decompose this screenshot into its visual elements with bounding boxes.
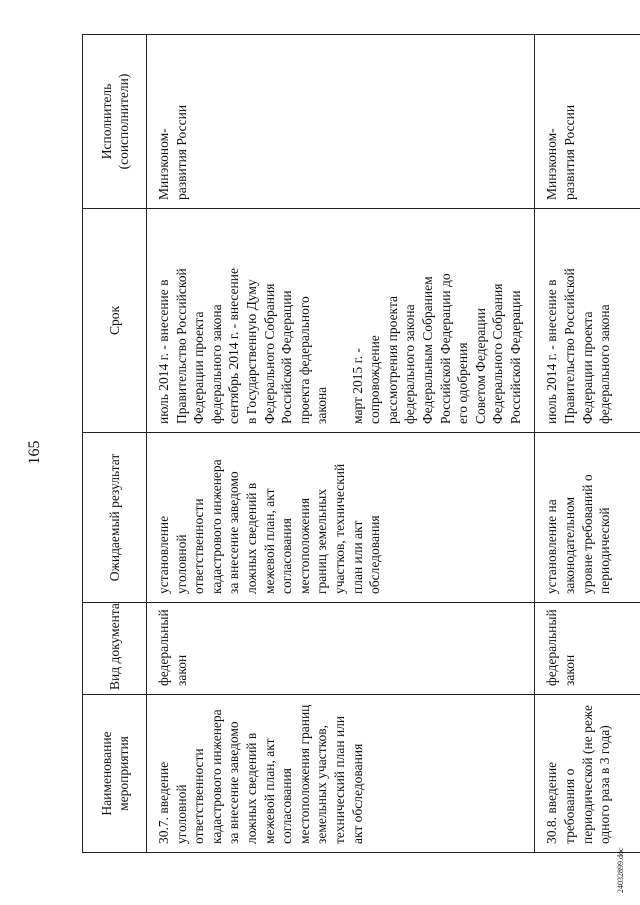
text-line: земельных участков, [314, 725, 330, 844]
text-line: план или акт [349, 520, 365, 594]
text-line: периодической [597, 507, 613, 594]
text-line: Федерального Собрания [261, 283, 277, 424]
cell-measure-name [147, 695, 535, 853]
header-line: мероприятия [115, 736, 131, 811]
cell-executor [147, 35, 535, 209]
text-line: Федерального Собрания [490, 283, 506, 424]
text-line: Правительство Российской [562, 268, 578, 424]
text-line: согласования [279, 518, 295, 594]
document-code: 24032899.doc [616, 847, 625, 893]
text-line: июль 2014 г. - внесение в [156, 279, 171, 424]
header-name [83, 695, 147, 853]
text-line: федерального закона [208, 304, 224, 424]
table-header-row [83, 35, 147, 853]
cell-deadline [535, 209, 640, 433]
header-line: Ожидаемый результат [107, 453, 122, 582]
cell-doc-type [535, 603, 640, 695]
text-line: кадастрового инженера [208, 709, 224, 844]
text-line: Правительство Российской [173, 268, 189, 424]
text-line: сопровождение [367, 335, 383, 424]
text-line: Минэконом- [156, 128, 171, 200]
text-line: местоположения границ [296, 704, 312, 844]
text-line: ложных сведений в [243, 732, 259, 844]
text-line: участков, технический [331, 463, 347, 594]
cell-expected-result [147, 433, 535, 603]
page-number: 165 [26, 440, 43, 465]
text-line: уголовной [173, 784, 189, 844]
text-line: Российской Федерации до [437, 273, 453, 424]
cell-expected-result [535, 433, 640, 603]
text-line: июль 2014 г. - внесение в [544, 279, 560, 424]
text-line: март 2015 г. - [349, 348, 365, 424]
header-line: Срок [107, 305, 122, 336]
cell-executor [535, 35, 640, 209]
text-line: Советом Федерации [472, 308, 488, 424]
text-line: законодательном [562, 496, 578, 594]
text-line: технический план или [331, 715, 347, 844]
text-line: Федерации проекта [579, 311, 595, 424]
cell-measure-name [535, 695, 640, 853]
text-line: за внесение заведомо [226, 471, 242, 594]
text-line: 30.8. введение [544, 761, 560, 844]
text-line: проекта федерального [296, 296, 312, 424]
text-line: межевой план, акт [261, 488, 277, 594]
text-line: Минэконом- [544, 128, 560, 200]
text-line: его одобрения [455, 342, 471, 424]
header-deadline [83, 209, 147, 433]
text-line: ответственности [191, 498, 207, 594]
text-line: межевой план, акт [261, 738, 277, 844]
text-line: установление [156, 515, 171, 594]
header-line: Исполнитель [98, 83, 114, 160]
text-line: требования о [562, 768, 578, 844]
header-line: (соисполнители) [115, 73, 131, 170]
text-line: Федеральным Собранием [419, 276, 435, 424]
header-doc-type [83, 603, 147, 695]
text-line: согласования [279, 768, 295, 844]
text-line: ответственности [191, 748, 207, 844]
table-row [147, 35, 535, 853]
measures-table [82, 34, 640, 853]
text-line: за внесение заведомо [226, 721, 242, 844]
text-line: рассмотрения проекта [384, 296, 400, 424]
header-line: Наименование [98, 731, 114, 816]
header-executor [83, 35, 147, 209]
table-row [535, 35, 640, 853]
cell-doc-type [147, 603, 535, 695]
text-line: установление на [544, 499, 560, 594]
text-line: федеральный [156, 609, 171, 686]
text-line: уровне требований о [579, 474, 595, 594]
text-line: кадастрового инженера [208, 459, 224, 594]
text-line: ложных сведений в [243, 482, 259, 594]
text-line: периодической (не реже [579, 705, 595, 844]
text-line: федерального закона [402, 304, 418, 424]
header-line: Вид документа [107, 603, 122, 690]
text-line: закона [314, 386, 330, 424]
text-line: уголовной [173, 534, 189, 594]
text-line: Российской Федерации [507, 290, 523, 424]
text-line: Российской Федерации [279, 290, 295, 424]
text-line: местоположения [296, 497, 312, 594]
text-line: развития России [562, 104, 578, 200]
text-line: закон [173, 654, 189, 686]
text-line: Федерации проекта [191, 311, 207, 424]
text-line: сентябрь 2014 г. - внесение [226, 268, 242, 424]
header-result [83, 433, 147, 603]
text-line: одного раза в 3 года) [597, 725, 613, 844]
text-line: в Государственную Думу [243, 279, 259, 424]
text-line: закон [562, 654, 578, 686]
text-line: 30.7. введение [156, 761, 171, 844]
text-line: федерального закона [597, 304, 613, 424]
text-line: границ земельных [314, 488, 330, 594]
text-line: обследования [367, 515, 383, 594]
text-line: федеральный [544, 609, 560, 686]
cell-deadline [147, 209, 535, 433]
text-line: развития России [173, 104, 189, 200]
text-line: акт обследования [349, 743, 365, 844]
